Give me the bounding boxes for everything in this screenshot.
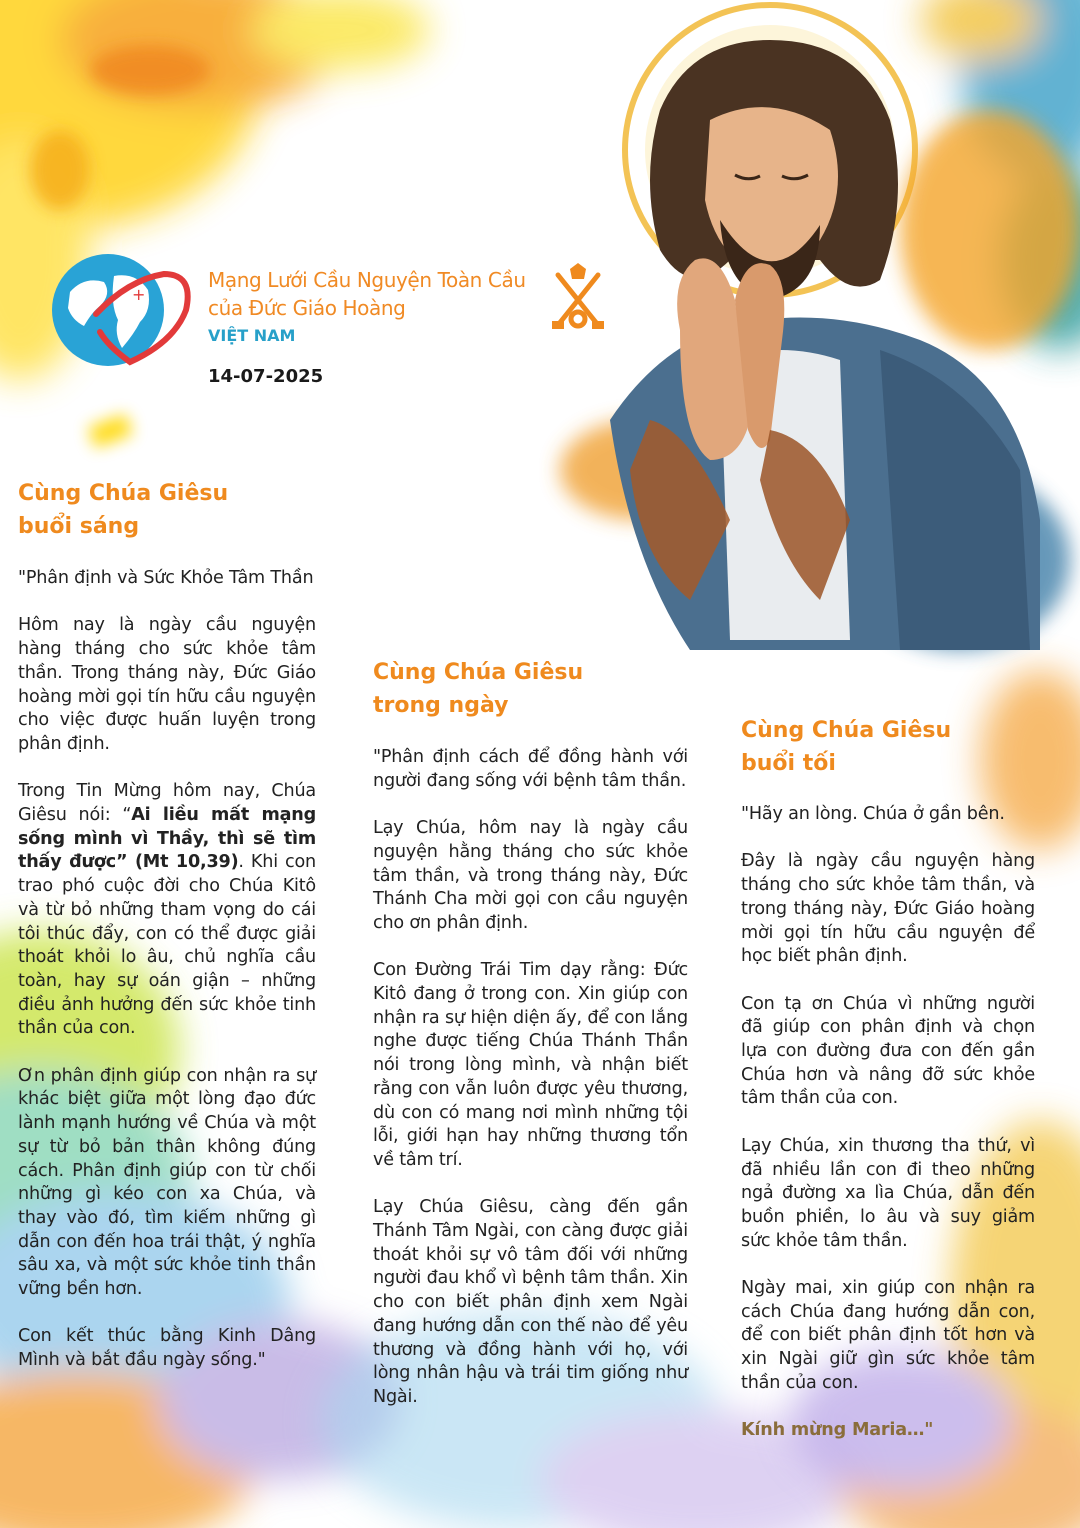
evening-text — [741, 803, 1035, 1467]
org-line-1: Mạng Lưới Cầu Nguyện Toàn Cầu — [208, 268, 526, 292]
jesus-praying-illustration — [520, 0, 1080, 700]
day-text — [373, 746, 688, 1433]
day-paragraph-4: Lạy Chúa Giêsu, càng đến gần Thánh Tâm Ngài, con càng được giải thoát khỏi sự vô tâm đối với những người đau khổ vì bệnh tâm thần. Xin cho con biết phân định xem Ngài đang hướng dẫn con thế nào để yêu thương và đồng hành với họ, với lòng nhân hậu và trái tim giống như Ngài. — [373, 1197, 688, 1407]
morning-title-line-1: Cùng Chúa Giêsu — [18, 481, 229, 506]
evening-paragraph-1: "Hãy an lòng. Chúa ở gần bên. — [741, 804, 1005, 824]
gospel-quote: Ai liều mất mạng sống mình vì Thầy, thì sẽ tìm thấy được” (Mt 10,39) — [18, 805, 316, 873]
day-paragraph-2: Lạy Chúa, hôm nay là ngày cầu nguyện hằng tháng cho sức khỏe tâm thần, và trong tháng này, Đức Thánh Cha mời gọi con cầu nguyện cho ơn phân định. — [373, 818, 688, 933]
morning-paragraph-5: Con kết thúc bằng Kinh Dâng Mình và bắt đầu ngày sống." — [18, 1326, 316, 1371]
morning-paragraph-4: Ơn phân định giúp con nhận ra sự khác biệt giữa một lòng đạo đức lành mạnh hướng về Chúa và một sự từ bỏ bản thân không đúng cách. Phân định giúp con từ chối những gì kéo con xa Chúa, và thay vào đó, tìm kiếm những gì dẫn con đến hoa trái thật, ý nghĩa sâu xa, và một sức khỏe tinh thần vững bền hơn. — [18, 1065, 316, 1300]
evening-closing: Kính mừng Maria…" — [741, 1420, 934, 1441]
evening-paragraph-3: Con tạ ơn Chúa vì những người đã giúp con phân định và chọn lựa con đường đưa con đến gần Chúa hơn và nâng đỡ sức khỏe tâm thần của con. — [741, 993, 1035, 1109]
morning-title-line-2: buổi sáng — [18, 514, 140, 539]
org-line-2: của Đức Giáo Hoàng — [208, 296, 406, 320]
svg-text:+: + — [132, 285, 146, 304]
evening-paragraph-5: Ngày mai, xin giúp con nhận ra cách Chúa đang hướng dẫn con, để con biết phân định tốt hơn và xin Ngài giữ gìn sức khỏe tâm thần của con. — [741, 1278, 1035, 1393]
morning-paragraph-3 — [18, 780, 316, 1041]
evening-paragraph-2: Đây là ngày cầu nguyện hàng tháng cho sức khỏe tâm thần, và trong tháng này, Đức Giáo hoàng mời gọi tín hữu cầu nguyện để học biết phân định. — [741, 851, 1035, 967]
morning-p3-post: . Khi con trao phó cuộc đời cho Chúa Kitô và từ bỏ những tham vọng do cái tôi thúc đẩy, con có thể được giải thoát khỏi lo âu, chủ nghĩa cầu toàn, hay sự oán giận – những điều ảnh hưởng đến sức khỏe tinh thần của con. — [18, 852, 316, 1039]
day-paragraph-1: "Phân định cách để đồng hành với người đang sống với bệnh tâm thần. — [373, 747, 688, 791]
morning-p3-pre: Trong Tin Mừng hôm nay, Chúa Giêsu nói: “ — [18, 781, 316, 825]
morning-text — [18, 567, 316, 1397]
organization-name — [208, 266, 526, 350]
morning-paragraph-1: "Phân định và Sức Khỏe Tâm Thần — [18, 568, 314, 588]
evening-title-line-1: Cùng Chúa Giêsu — [741, 718, 952, 743]
papal-keys-icon — [548, 263, 608, 335]
morning-paragraph-2: Hôm nay là ngày cầu nguyện hàng tháng cho sức khỏe tâm thần. Trong tháng này, Đức Giáo hoàng mời gọi tín hữu cầu nguyện cho việc được huấn luyện trong phân định. — [18, 615, 316, 754]
day-title-line-1: Cùng Chúa Giêsu — [373, 660, 584, 685]
day-title-line-2: trong ngày — [373, 693, 509, 718]
morning-title — [18, 477, 228, 543]
globe-heart-logo-icon — [48, 250, 194, 370]
day-title — [373, 656, 583, 722]
evening-title-line-2: buổi tối — [741, 751, 836, 776]
date-label: 14-07-2025 — [208, 366, 324, 387]
day-paragraph-3: Con Đường Trái Tim dạy rằng: Đức Kitô đang ở trong con. Xin giúp con nhận ra sự hiện diện ấy, để con lắng nghe được tiếng Chúa Thánh Thần nói trong lòng mình, và nhận biết rằng con vẫn luôn được yêu thương, dù con có mang nơi mình những tội lỗi, giới hạn hay những thương tổn về tâm trí. — [373, 960, 688, 1170]
evening-title — [741, 714, 951, 780]
org-country: VIỆT NAM — [208, 326, 296, 345]
evening-paragraph-4: Lạy Chúa, xin thương tha thứ, vì đã nhiều lần con đi theo những ngả đường xa lìa Chúa, dẫn đến buồn phiền, lo âu và suy giảm sức khỏe tâm thần. — [741, 1135, 1035, 1251]
